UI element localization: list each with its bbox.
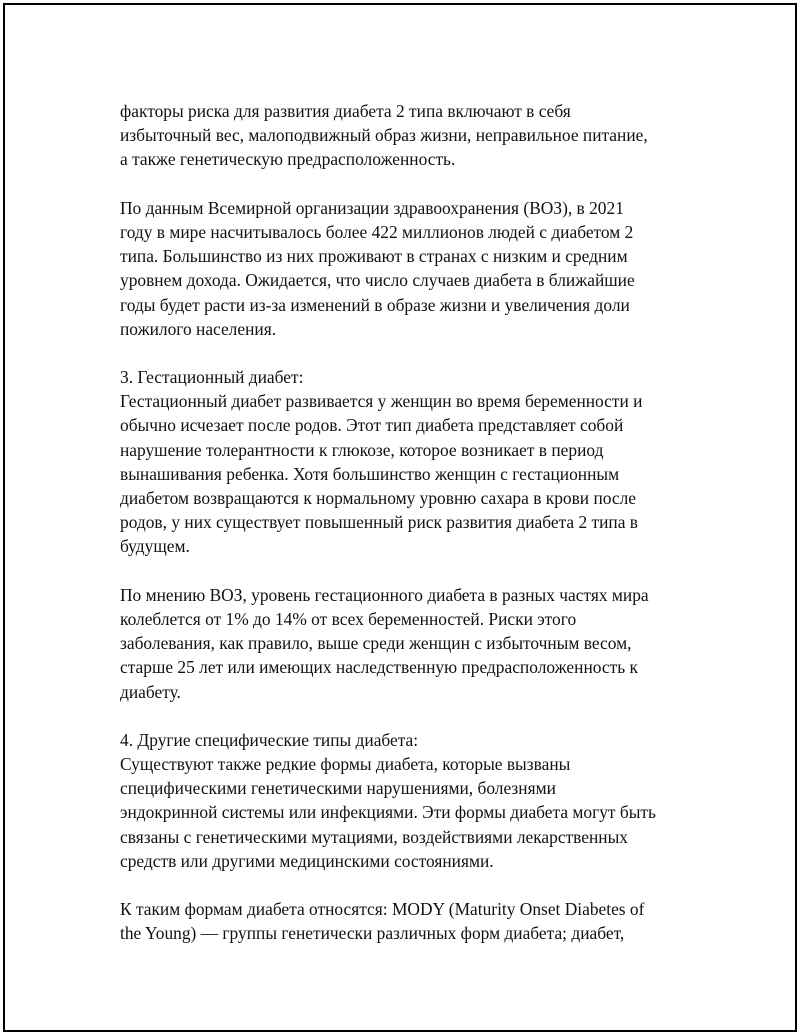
text-line: нарушение толерантности к глюкозе, которое возникает в период (120, 439, 604, 460)
text-line: специфическими генетическими нарушениями, болезнями (120, 778, 556, 799)
text-line: избыточный вес, малоподвижный образ жизни, неправильное питание, (120, 125, 648, 146)
text-line: диабетом возвращаются к нормальному уровню сахара в крови после (120, 488, 637, 508)
paragraph-gestational-diabetes (120, 365, 710, 559)
paragraph-mody (120, 897, 710, 945)
paragraph-gap (120, 172, 710, 196)
text-line: году в мире насчитывалось более 422 миллионов людей с диабетом 2 (120, 221, 634, 242)
paragraph-who-statistics (120, 196, 710, 341)
text-line: факторы риска для развития диабета 2 типа включают в себя (120, 101, 571, 121)
text-line: эндокринной системы или инфекциями. Эти формы диабета могут быть (120, 802, 656, 823)
text-line: будущем. (120, 536, 190, 557)
paragraph-gap (120, 873, 710, 897)
text-line: заболевания, как правило, выше среди женщин с избыточным весом, (120, 633, 632, 654)
text-line: годы будет расти из-за изменений в образе жизни и увеличения доли (120, 294, 630, 315)
text-line: диабету. (120, 681, 181, 702)
text-line: связаны с генетическими мутациями, воздействиями лекарственных (120, 826, 628, 847)
text-line: вынашивания ребенка. Хотя большинство женщин с гестационным (120, 463, 620, 484)
text-line: обычно исчезает после родов. Этот тип диабета представляет собой (120, 415, 624, 436)
text-line: пожилого населения. (120, 318, 277, 339)
paragraph-gap (120, 559, 710, 583)
text-line: По данным Всемирной организации здравоохранения (ВОЗ), в 2021 (120, 197, 624, 218)
text-line: Гестационный диабет развивается у женщин во время беременности и (120, 391, 643, 412)
text-line: Существуют также редкие формы диабета, которые вызваны (120, 754, 571, 775)
text-line: the Young) — группы генетически различных форм диабета; диабет, (120, 923, 625, 944)
page-frame (3, 3, 797, 1032)
document-body (120, 99, 710, 946)
text-line: К таким формам диабета относятся: MODY (Maturity Onset Diabetes of (120, 899, 645, 920)
section-heading: 4. Другие специфические типы диабета: (120, 729, 419, 750)
text-line: старше 25 лет или имеющих наследственную предрасположенность к (120, 657, 638, 678)
text-line: типа. Большинство из них проживают в странах с низким и средним (120, 246, 628, 267)
text-line: а также генетическую предрасположенность. (120, 149, 456, 170)
paragraph-gap (120, 704, 710, 728)
text-line: средств или другими медицинскими состояниями. (120, 850, 494, 871)
paragraph-other-types (120, 728, 710, 873)
text-line: уровнем дохода. Ожидается, что число случаев диабета в ближайшие (120, 270, 635, 291)
paragraph-who-gestational (120, 583, 710, 704)
section-heading: 3. Гестационный диабет: (120, 367, 304, 388)
paragraph-gap (120, 341, 710, 365)
text-line: родов, у них существует повышенный риск развития диабета 2 типа в (120, 512, 638, 533)
paragraph-risk-factors (120, 99, 710, 172)
text-line: колеблется от 1% до 14% от всех беременностей. Риски этого (120, 608, 577, 629)
text-line: По мнению ВОЗ, уровень гестационного диабета в разных частях мира (120, 584, 649, 605)
